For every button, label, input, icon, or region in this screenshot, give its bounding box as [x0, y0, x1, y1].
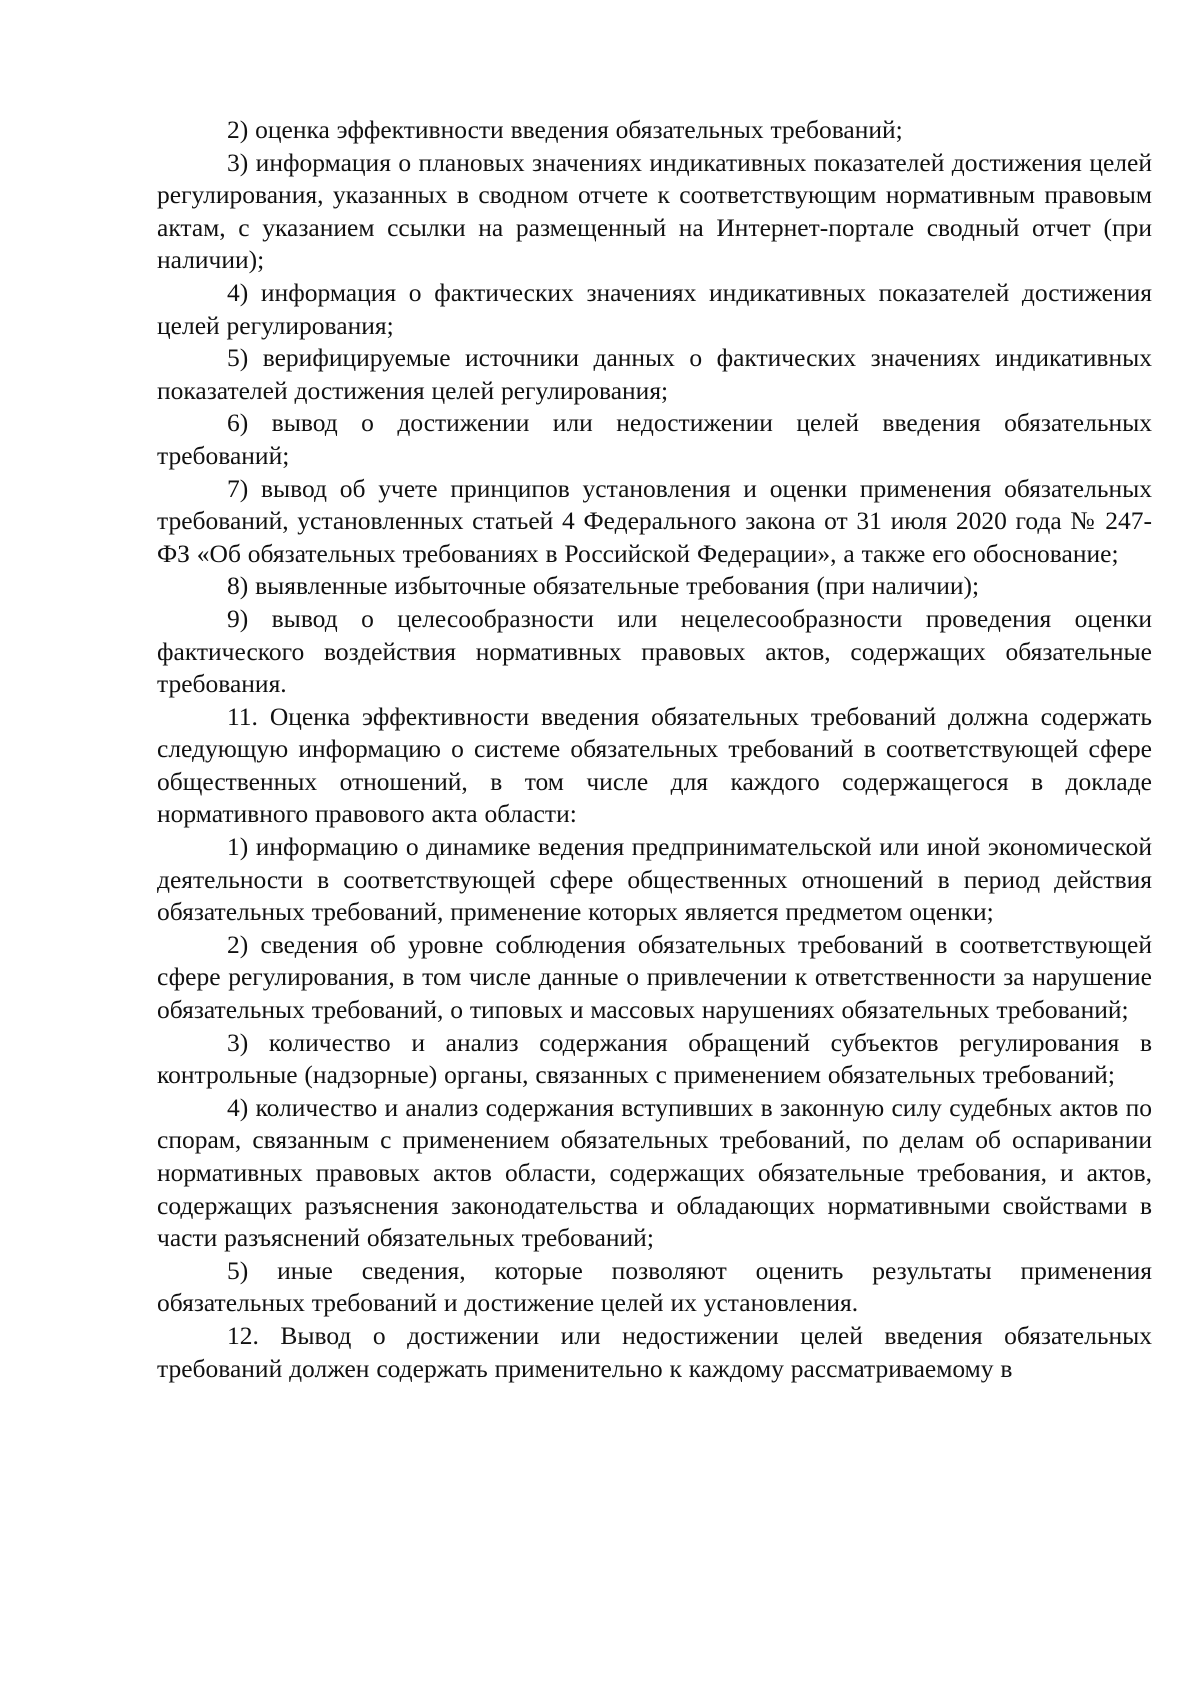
paragraph-item-9: 9) вывод о целесообразности или нецелесообразности проведения оценки фактического воздействия нормативных правовых актов, содержащих обязательные требования. [157, 603, 1152, 699]
paragraph-subitem-5: 5) иные сведения, которые позволяют оценить результаты применения обязательных требований и достижение целей их установления. [157, 1255, 1152, 1318]
document-text [157, 114, 1152, 1385]
paragraph-subitem-2: 2) сведения об уровне соблюдения обязательных требований в соответствующей сфере регулирования, в том числе данные о привлечении к ответственности за нарушение обязательных требований, о типовых и массовых нарушениях обязательных требований; [157, 929, 1152, 1025]
paragraph-item-3: 3) информация о плановых значениях индикативных показателей достижения целей регулирования, указанных в сводном отчете к соответствующим нормативным правовым актам, с указанием ссылки на размещенный на Интернет-портале сводный отчет (при наличии); [157, 147, 1152, 275]
paragraph-subitem-4: 4) количество и анализ содержания вступивших в законную силу судебных актов по спорам, связанным с применением обязательных требований, по делам об оспаривании нормативных правовых актов области, содержащих обязательные требования, и актов, содержащих разъяснения законодательства и обладающих нормативными свойствами в части разъяснений обязательных требований; [157, 1092, 1152, 1253]
paragraph-clause-11: 11. Оценка эффективности введения обязательных требований должна содержать следующую информацию о системе обязательных требований в соответствующей сфере общественных отношений, в том числе для каждого содержащегося в докладе нормативного правового акта области: [157, 701, 1152, 829]
paragraph-item-7: 7) вывод об учете принципов установления и оценки применения обязательных требований, установленных статьей 4 Федерального закона от 31 июля 2020 года № 247-ФЗ «Об обязательных требованиях в Российской Федерации», а также его обоснование; [157, 473, 1152, 568]
paragraph-item-6: 6) вывод о достижении или недостижении целей введения обязательных требований; [157, 408, 1152, 470]
paragraph-item-4: 4) информация о фактических значениях индикативных показателей достижения целей регулирования; [157, 277, 1152, 340]
paragraph-item-8: 8) выявленные избыточные обязательные требования (при наличии); [227, 571, 980, 601]
paragraph-item-2: 2) оценка эффективности введения обязательных требований; [227, 115, 903, 144]
paragraph-item-5: 5) верифицируемые источники данных о фактических значениях индикативных показателей достижения целей регулирования; [157, 343, 1152, 405]
paragraph-clause-12: 12. Вывод о достижении или недостижении целей введения обязательных требований должен содержать применительно к каждому рассматриваемому в [157, 1320, 1152, 1383]
paragraph-subitem-3: 3) количество и анализ содержания обращений субъектов регулирования в контрольные (надзорные) органы, связанных с применением обязательных требований; [157, 1027, 1152, 1090]
paragraph-subitem-1: 1) информацию о динамике ведения предпринимательской или иной экономической деятельности в соответствующей сфере общественных отношений в период действия обязательных требований, применение которых является предметом оценки; [157, 832, 1152, 927]
